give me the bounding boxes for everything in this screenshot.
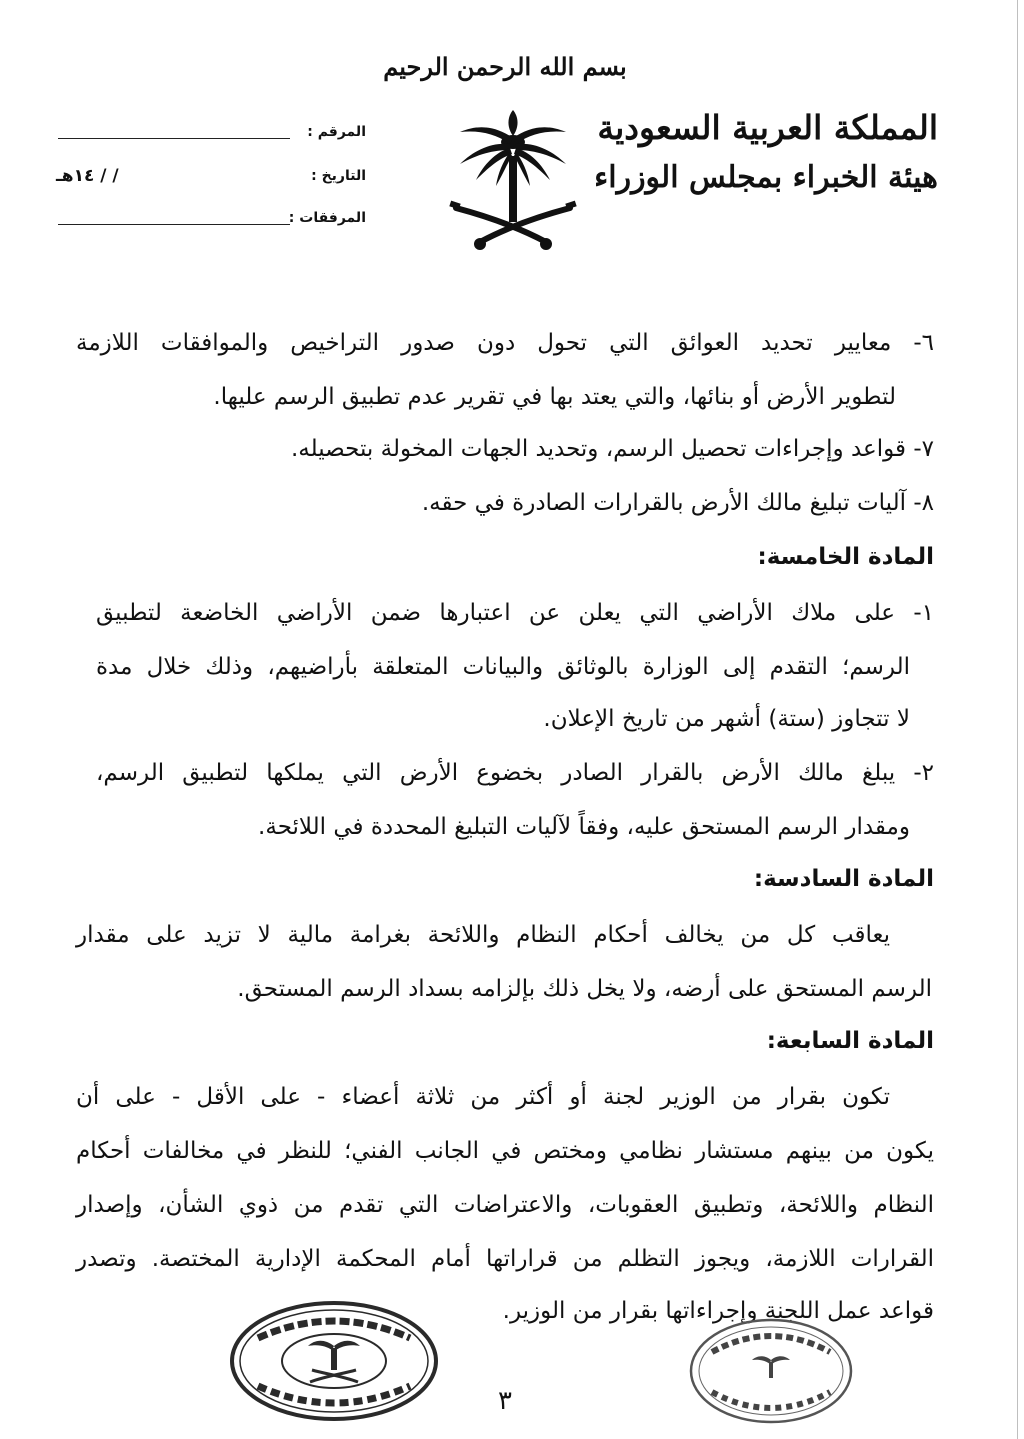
basmala: بسم الله الرحمن الرحيم <box>383 52 627 81</box>
text-line: الرسم؛ التقدم إلى الوزارة بالوثائق والبيانات المتعلقة بأراضيهم، وذلك خلال مدة <box>96 654 910 680</box>
text-line: ٢- يبلغ مالك الأرض بالقرار الصادر بخضوع الأرض التي يملكها لتطبيق الرسم، <box>96 760 934 786</box>
text-line: لا تتجاوز (ستة) أشهر من تاريخ الإعلان. <box>543 706 910 732</box>
attachments-label: المرفقات : <box>288 210 366 226</box>
text-line: ٧- قواعد وإجراءات تحصيل الرسم، وتحديد الجهات المخولة بتحصيله. <box>290 436 934 462</box>
text-line: تكون بقرار من الوزير لجنة أو أكثر من ثلاثة أعضاء - على الأقل - على أن <box>76 1084 890 1110</box>
reference-blank-line <box>58 138 290 139</box>
text-line: يعاقب كل من يخالف أحكام النظام واللائحة بغرامة مالية لا تزيد على مقدار <box>76 922 890 948</box>
text-line: يكون من بينهم مستشار نظامي ومختص في الجانب الفني؛ للنظر في مخالفات أحكام <box>76 1138 934 1164</box>
text-line: لتطوير الأرض أو بنائها، والتي يعتد بها في تقرير عدم تطبيق الرسم عليها. <box>213 384 896 410</box>
reference-label: المرقم : <box>307 124 366 140</box>
hijri-date-template: ١٤هـ / / <box>56 166 119 186</box>
text-line: ٦- معايير تحديد العوائق التي تحول دون صدور التراخيص والموافقات اللازمة <box>76 330 934 356</box>
page-edge-line <box>1017 0 1018 1439</box>
text-line: ومقدار الرسم المستحق عليه، وفقاً لآليات التبليغ المحددة في اللائحة. <box>258 814 910 840</box>
text-line: الرسم المستحق على أرضه، ولا يخل ذلك بإلزامه بسداد الرسم المستحق. <box>237 976 932 1002</box>
article-heading: المادة السادسة: <box>753 866 934 892</box>
official-seal-right <box>688 1316 854 1426</box>
attachments-blank-line <box>58 224 290 225</box>
article-heading: المادة الخامسة: <box>757 544 934 570</box>
article-heading: المادة السابعة: <box>766 1028 934 1054</box>
page-number: ٣ <box>498 1386 512 1416</box>
text-line: النظام واللائحة، وتطبيق العقوبات، والاعتراضات التي تقدم من ذوي الشأن، وإصدار <box>76 1192 934 1218</box>
text-line: قواعد عمل اللجنة وإجراءاتها بقرار من الوزير. <box>502 1298 934 1324</box>
text-line: القرارات اللازمة، ويجوز التظلم من قراراتها أمام المحكمة الإدارية المختصة. وتصدر <box>76 1246 934 1272</box>
org-name-kingdom: المملكة العربية السعودية <box>597 108 938 147</box>
date-label: التاريخ : <box>311 168 366 184</box>
org-name-experts-commission: هيئة الخبراء بمجلس الوزراء <box>594 160 938 195</box>
text-line: ١- على ملاك الأراضي التي يعلن عن اعتبارها ضمن الأراضي الخاضعة لتطبيق <box>96 600 934 626</box>
saudi-emblem-icon <box>446 108 580 254</box>
text-line: ٨- آليات تبليغ مالك الأرض بالقرارات الصادرة في حقه. <box>421 490 934 516</box>
official-seal-left <box>228 1298 440 1424</box>
